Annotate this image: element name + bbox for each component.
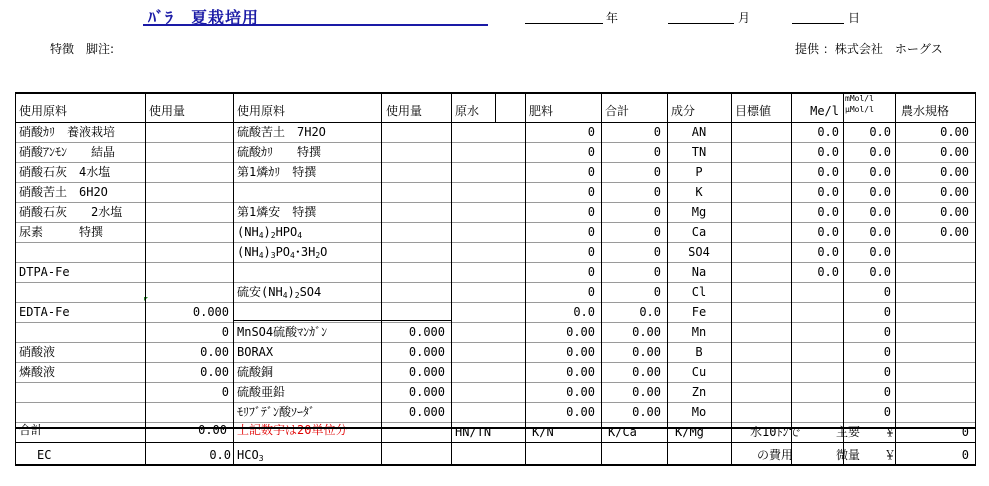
grid-line (15, 202, 976, 203)
material-left-name[interactable]: 硝酸苦土 6H2O (19, 185, 108, 199)
material-left-name[interactable]: 硝酸ｶﾘ 養液栽培 (19, 125, 116, 139)
grid-line (15, 464, 976, 466)
notes-label: 特徴 脚注: (50, 42, 115, 56)
component-name[interactable]: Fe (691, 305, 707, 319)
material-right-name[interactable]: 硫酸亜鉛 (237, 385, 286, 399)
col-header-amount-2: 使用量 (386, 104, 423, 118)
material-left-name[interactable]: 硝酸ｱﾝﾓﾝ 結晶 (19, 145, 116, 159)
component-total-value[interactable]: 0.0 (639, 305, 661, 319)
material-left-name[interactable]: 硝酸石灰 4水塩 (19, 165, 111, 179)
material-left-amount[interactable]: 0.00 (200, 345, 229, 359)
component-mmol-value[interactable]: 0.0 (869, 205, 891, 219)
component-total-value[interactable]: 0 (653, 125, 661, 139)
component-fertilizer-value[interactable]: 0.00 (566, 405, 595, 419)
component-total-value[interactable]: 0 (653, 225, 661, 239)
component-standard-value[interactable] (897, 403, 969, 421)
grid-line (15, 162, 976, 163)
component-me-value[interactable]: 0.0 (817, 225, 839, 239)
material-left-name[interactable]: DTPA-Fe (19, 265, 70, 279)
material-right-name[interactable]: 硫酸銅 (237, 365, 274, 379)
grid-line (15, 302, 976, 303)
provider-label: 提供 ：株式会社 ホーグス (795, 42, 943, 56)
component-total-value[interactable]: 0 (653, 145, 661, 159)
material-right-name[interactable]: 第1燐ｶﾘ 特撰 (237, 165, 317, 179)
component-me-value[interactable] (793, 363, 839, 381)
day-label: 日 (848, 11, 861, 25)
component-fertilizer-value[interactable]: 0.00 (566, 365, 595, 379)
component-name[interactable]: TN (691, 145, 707, 159)
grid-line (525, 92, 526, 464)
component-name[interactable]: Zn (691, 385, 707, 399)
main-cost-value: 0 (961, 425, 969, 439)
component-mmol-value[interactable]: 0 (883, 365, 891, 379)
material-right-name[interactable]: MnSO4硫酸ﾏﾝｶﾞﾝ (237, 325, 328, 339)
title-underline (143, 24, 488, 26)
component-me-value[interactable] (793, 403, 839, 421)
material-right-name[interactable]: $(NH_4)_2HPO_4$ (237, 225, 303, 240)
col-header-mmol: mMol/l (845, 94, 874, 103)
grid-line (233, 320, 451, 321)
material-left-amount[interactable] (147, 183, 229, 201)
col-header-standard: 農水規格 (901, 104, 950, 118)
component-me-value[interactable] (793, 383, 839, 401)
month-label: 月 (738, 11, 751, 25)
ratio-k-n: K/N (532, 425, 554, 439)
material-left-amount[interactable]: 0 (221, 385, 229, 399)
col-header-material-2: 使用原料 (237, 104, 286, 118)
material-right-amount[interactable] (383, 203, 445, 221)
component-me-value[interactable] (793, 283, 839, 301)
component-total-value[interactable]: 0 (653, 185, 661, 199)
material-right-name[interactable]: 硫酸ｶﾘ 特撰 (237, 145, 322, 159)
component-total-value[interactable]: 0.00 (632, 385, 661, 399)
minor-yen-label: ￥ (884, 448, 897, 462)
material-right-name[interactable]: $(NH_4)_3PO_4$･$3H_2O$ (237, 245, 328, 260)
grid-line (15, 92, 16, 464)
component-name[interactable]: AN (691, 125, 707, 139)
component-total-value[interactable]: 0.00 (632, 405, 661, 419)
grid-line (601, 92, 602, 464)
component-standard-value[interactable]: 0.00 (940, 145, 969, 159)
component-name[interactable]: SO4 (688, 245, 710, 259)
material-left-name[interactable]: 硝酸石灰 2水塩 (19, 205, 123, 219)
component-total-value[interactable]: 0 (653, 265, 661, 279)
component-fertilizer-value[interactable]: 0 (587, 285, 595, 299)
material-right-amount[interactable] (383, 123, 445, 141)
material-left-name[interactable]: 硝酸液 (19, 345, 56, 359)
col-header-component: 成分 (671, 104, 696, 118)
material-left-amount[interactable] (147, 223, 229, 241)
grid-line (975, 92, 976, 464)
component-mmol-value[interactable]: 0.0 (869, 225, 891, 239)
material-right-amount[interactable] (383, 243, 445, 261)
component-name[interactable]: Mg (691, 205, 707, 219)
material-right-amount[interactable]: 0.000 (408, 405, 445, 419)
component-standard-value[interactable]: 0.00 (940, 125, 969, 139)
component-me-value[interactable]: 0.0 (817, 125, 839, 139)
component-mmol-value[interactable]: 0.0 (869, 265, 891, 279)
component-fertilizer-value[interactable]: 0 (587, 245, 595, 259)
component-total-value[interactable]: 0.00 (632, 325, 661, 339)
component-me-value[interactable]: 0.0 (817, 185, 839, 199)
component-mmol-value[interactable]: 0 (883, 305, 891, 319)
component-standard-value[interactable] (897, 263, 969, 281)
grid-line (15, 262, 976, 263)
material-left-name[interactable]: EDTA-Fe (19, 305, 70, 319)
component-name[interactable]: Na (691, 265, 707, 279)
ratio-k-mg: K/Mg (675, 425, 704, 439)
material-left-amount[interactable] (147, 263, 229, 281)
cost-label-1: 水10ﾄﾝで (750, 425, 801, 439)
component-fertilizer-value[interactable]: 0 (587, 265, 595, 279)
ec-label: EC (37, 448, 52, 462)
cost-label-2: の費用 (757, 448, 794, 462)
material-right-amount[interactable] (383, 163, 445, 181)
day-input-line[interactable] (792, 23, 844, 24)
grid-line (731, 92, 732, 464)
grid-line (667, 92, 668, 464)
component-mmol-value[interactable]: 0.0 (869, 125, 891, 139)
component-mmol-value[interactable]: 0.0 (869, 185, 891, 199)
total-value: 0.00 (198, 423, 227, 437)
component-me-value[interactable]: 0.0 (817, 205, 839, 219)
component-standard-value[interactable] (897, 283, 969, 301)
material-left-amount[interactable] (147, 243, 229, 261)
fertilizer-sheet (15, 92, 976, 465)
grid-line (15, 222, 976, 223)
material-right-name[interactable]: 硫酸苦土 7H2O (237, 125, 326, 139)
material-right-amount[interactable]: 0.000 (408, 345, 445, 359)
component-mmol-value[interactable]: 0 (883, 345, 891, 359)
grid-line (15, 142, 976, 143)
component-total-value[interactable]: 0 (653, 245, 661, 259)
component-me-value[interactable]: 0.0 (817, 245, 839, 259)
component-fertilizer-value[interactable]: 0.00 (566, 385, 595, 399)
component-fertilizer-value[interactable]: 0 (587, 205, 595, 219)
material-left-amount[interactable] (147, 163, 229, 181)
material-right-amount[interactable] (383, 143, 445, 161)
component-standard-value[interactable] (897, 303, 969, 321)
component-name[interactable]: B (695, 345, 703, 359)
grid-line (233, 92, 234, 464)
year-label: 年 (606, 11, 619, 25)
component-standard-value[interactable]: 0.00 (940, 205, 969, 219)
component-total-value[interactable]: 0.00 (632, 345, 661, 359)
ratio-hn-tn: HN/TN (455, 425, 492, 439)
ec-value: 0.0 (209, 448, 231, 462)
material-left-amount[interactable] (147, 283, 229, 301)
component-standard-value[interactable]: 0.00 (940, 185, 969, 199)
component-standard-value[interactable] (897, 363, 969, 381)
grid-line (15, 122, 976, 123)
component-standard-value[interactable]: 0.00 (940, 165, 969, 179)
grid-line (15, 242, 976, 243)
component-name[interactable]: P (695, 165, 703, 179)
component-fertilizer-value[interactable]: 0.00 (566, 325, 595, 339)
grid-line (15, 362, 976, 363)
col-header-umol: μMol/l (845, 105, 874, 114)
col-header-me-l: Me/l (810, 104, 839, 118)
material-left-amount[interactable]: 0 (221, 325, 229, 339)
col-header-fertilizer: 肥料 (529, 104, 554, 118)
material-left-amount[interactable]: 0.00 (200, 365, 229, 379)
col-header-amount-1: 使用量 (149, 104, 186, 118)
grid-line (451, 92, 452, 464)
component-mmol-value[interactable]: 0 (883, 405, 891, 419)
material-left-name[interactable]: 燐酸液 (19, 365, 56, 379)
component-fertilizer-value[interactable]: 0 (587, 125, 595, 139)
component-mmol-value[interactable]: 0 (883, 385, 891, 399)
grid-line (15, 382, 976, 383)
component-name[interactable]: Ca (691, 225, 707, 239)
material-right-amount[interactable] (383, 223, 445, 241)
main-yen-label: ￥ (884, 425, 897, 439)
component-me-value[interactable]: 0.0 (817, 265, 839, 279)
component-total-value[interactable]: 0 (653, 205, 661, 219)
minor-cost-value: 0 (961, 448, 969, 462)
component-mmol-value[interactable]: 0.0 (869, 245, 891, 259)
material-right-amount[interactable]: 0.000 (408, 385, 445, 399)
minor-cost-label: 微量 (836, 448, 861, 462)
ratio-k-ca: K/Ca (608, 425, 637, 439)
col-header-total: 合計 (605, 104, 630, 118)
material-left-amount[interactable] (147, 123, 229, 141)
grid-line (15, 422, 976, 423)
component-mmol-value[interactable]: 0.0 (869, 145, 891, 159)
grid-line (15, 182, 976, 183)
component-name[interactable]: Cl (691, 285, 707, 299)
component-me-value[interactable] (793, 343, 839, 361)
component-me-value[interactable] (793, 303, 839, 321)
component-fertilizer-value[interactable]: 0 (587, 145, 595, 159)
component-total-value[interactable]: 0 (653, 285, 661, 299)
grid-line (791, 92, 792, 464)
component-standard-value[interactable]: 0.00 (940, 225, 969, 239)
page-title: ﾊﾞﾗ 夏栽培用 (148, 8, 260, 27)
col-header-raw-water: 原水 (455, 104, 480, 118)
grid-line (895, 92, 896, 464)
grid-line (15, 427, 976, 429)
component-name[interactable]: Cu (691, 365, 707, 379)
material-right-amount[interactable] (383, 283, 445, 301)
grid-line (495, 92, 496, 122)
grid-line (15, 402, 976, 403)
grid-line (15, 442, 976, 443)
material-left-amount[interactable] (147, 143, 229, 161)
component-me-value[interactable]: 0.0 (817, 145, 839, 159)
main-cost-label: 主要 (836, 425, 861, 439)
component-standard-value[interactable] (897, 323, 969, 341)
component-fertilizer-value[interactable]: 0 (587, 185, 595, 199)
material-right-name[interactable]: 硫安$(NH_4)_2SO4$ (237, 285, 322, 300)
grid-line (15, 342, 976, 343)
component-mmol-value[interactable]: 0 (883, 285, 891, 299)
component-standard-value[interactable] (897, 243, 969, 261)
component-fertilizer-value[interactable]: 0 (587, 225, 595, 239)
component-me-value[interactable] (793, 323, 839, 341)
grid-line (15, 282, 976, 283)
component-name[interactable]: K (695, 185, 703, 199)
year-input-line[interactable] (525, 23, 603, 24)
material-left-name[interactable]: 尿素 特撰 (19, 225, 104, 239)
component-total-value[interactable]: 0.00 (632, 365, 661, 379)
grid-line (843, 92, 844, 464)
col-header-material-1: 使用原料 (19, 104, 68, 118)
component-mmol-value[interactable]: 0 (883, 325, 891, 339)
component-me-value[interactable]: 0.0 (817, 165, 839, 179)
total-label: 合計 (19, 423, 44, 437)
units-note: 上記数字は20単位分 (237, 423, 348, 437)
component-total-value[interactable]: 0 (653, 165, 661, 179)
hco3-label: $HCO_3$ (237, 448, 264, 463)
component-name[interactable]: Mn (691, 325, 707, 339)
col-header-target: 目標値 (735, 104, 772, 118)
component-standard-value[interactable] (897, 383, 969, 401)
month-input-line[interactable] (668, 23, 734, 24)
component-name[interactable]: Mo (691, 405, 707, 419)
material-left-amount[interactable] (147, 403, 229, 421)
material-right-name[interactable]: ﾓﾘﾌﾞﾃﾞﾝ酸ｿｰﾀﾞ (237, 405, 316, 419)
material-right-name[interactable]: 第1燐安 特撰 (237, 205, 317, 219)
material-left-amount[interactable] (147, 203, 229, 221)
material-right-amount[interactable] (383, 303, 445, 321)
grid-line (15, 322, 976, 323)
material-left-amount[interactable]: 0.000 (192, 305, 229, 319)
material-right-amount[interactable]: 0.000 (408, 365, 445, 379)
component-fertilizer-value[interactable]: 0.0 (573, 305, 595, 319)
material-right-amount[interactable] (383, 263, 445, 281)
grid-line (145, 92, 146, 464)
component-standard-value[interactable] (897, 343, 969, 361)
component-fertilizer-value[interactable]: 0 (587, 165, 595, 179)
material-right-name[interactable]: BORAX (237, 345, 274, 359)
component-fertilizer-value[interactable]: 0.00 (566, 345, 595, 359)
material-right-amount[interactable]: 0.000 (408, 325, 445, 339)
grid-line (381, 92, 382, 464)
material-right-amount[interactable] (383, 183, 445, 201)
component-mmol-value[interactable]: 0.0 (869, 165, 891, 179)
